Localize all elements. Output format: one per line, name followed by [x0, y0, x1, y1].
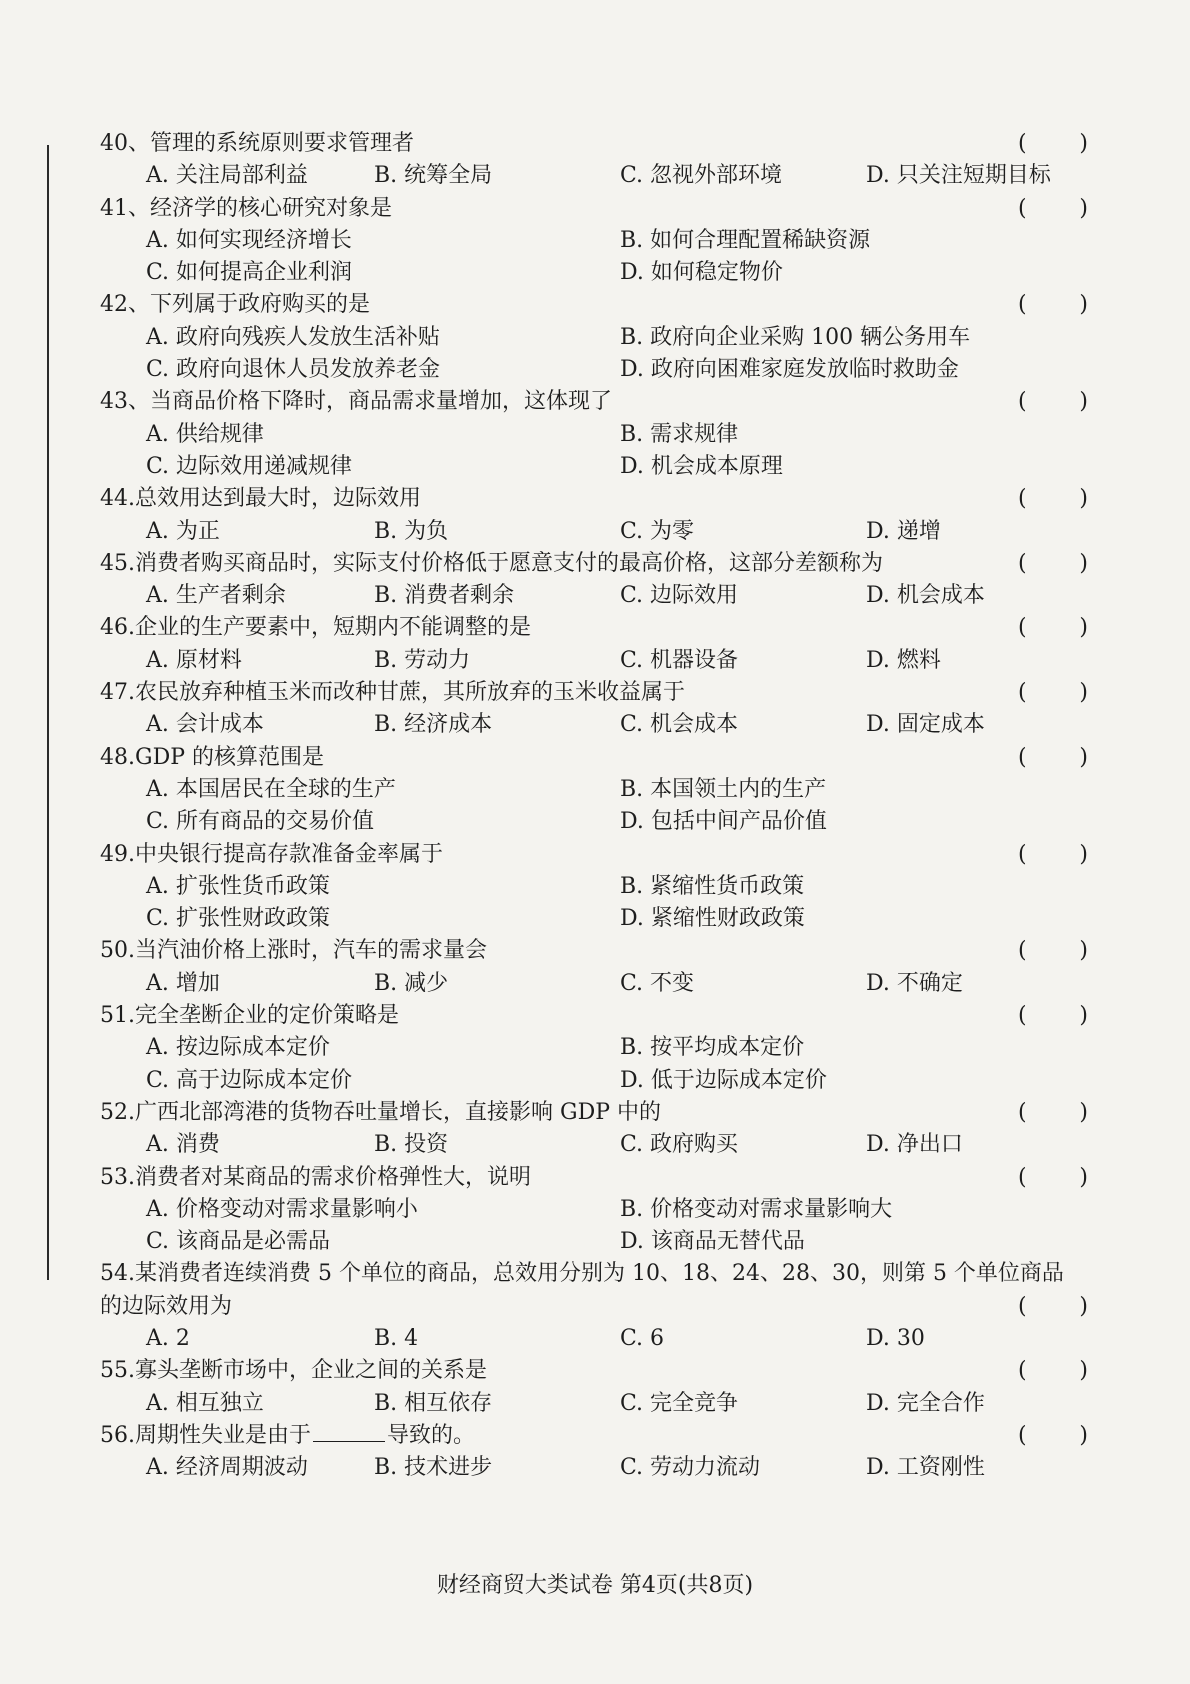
option-a[interactable]: A. 关注局部利益 — [146, 163, 308, 189]
question-body: 管理的系统原则要求管理者 — [150, 131, 415, 156]
option-a[interactable]: A. 相互独立 — [146, 1390, 264, 1416]
option-a[interactable]: A. 政府向残疾人发放生活补贴 — [146, 324, 440, 350]
bracket-close: ) — [1079, 680, 1088, 706]
question-text — [100, 548, 883, 580]
option-b[interactable]: B. 消费者剩余 — [374, 583, 515, 609]
options-row — [100, 580, 1100, 612]
bracket-close: ) — [1079, 195, 1088, 221]
option-d[interactable]: D. 该商品无替代品 — [620, 1229, 805, 1255]
option-d[interactable]: D. 完全合作 — [866, 1390, 985, 1416]
question-body: 完全垄断企业的定价策略是 — [135, 1003, 400, 1029]
bracket-close: ) — [1079, 389, 1088, 415]
question-stem — [100, 1000, 1100, 1032]
question-stem — [100, 742, 1100, 774]
answer-bracket[interactable] — [1018, 839, 1088, 871]
bracket-open: ( — [1018, 292, 1027, 318]
question-text — [100, 1097, 661, 1129]
bracket-close: ) — [1079, 292, 1088, 318]
option-c[interactable]: C. 高于边际成本定价 — [146, 1067, 353, 1093]
answer-bracket[interactable] — [1018, 935, 1088, 967]
option-d[interactable]: D. 政府向困难家庭发放临时救助金 — [620, 357, 959, 383]
option-b[interactable]: B. 政府向企业采购 100 辆公务用车 — [620, 324, 971, 350]
bracket-open: ( — [1018, 938, 1027, 964]
option-b[interactable]: B. 紧缩性货币政策 — [620, 873, 805, 899]
bracket-open: ( — [1018, 841, 1027, 867]
option-d[interactable]: D. 紧缩性财政政策 — [620, 906, 805, 932]
option-c[interactable]: C. 边际效用 — [620, 583, 739, 609]
question-stem — [100, 612, 1100, 644]
question-text — [100, 1162, 531, 1194]
options-row — [100, 1065, 1100, 1097]
option-b[interactable]: B. 相互依存 — [374, 1390, 493, 1416]
question-body: 当商品价格下降时，商品需求量增加，这体现了 — [150, 389, 613, 415]
answer-bracket[interactable] — [1018, 193, 1088, 225]
question-stem — [100, 193, 1100, 225]
option-b[interactable]: B. 价格变动对需求量影响大 — [620, 1196, 893, 1222]
question-stem — [100, 483, 1100, 515]
question-text — [100, 386, 612, 418]
question-stem — [100, 1420, 1100, 1452]
options-row — [100, 774, 1100, 806]
options-row — [100, 806, 1100, 838]
question-number: 53. — [100, 1164, 135, 1190]
question-text — [100, 1258, 1064, 1290]
option-a[interactable]: A. 生产者剩余 — [146, 583, 286, 609]
option-a[interactable]: A. 价格变动对需求量影响小 — [146, 1196, 418, 1222]
question-body: 寡头垄断市场中，企业之间的关系是 — [135, 1358, 488, 1384]
bracket-close: ) — [1079, 1293, 1088, 1319]
option-b[interactable]: B. 按平均成本定价 — [620, 1035, 805, 1061]
question-body: 消费者对某商品的需求价格弹性大，说明 — [135, 1164, 532, 1190]
option-c[interactable]: C. 如何提高企业利润 — [146, 260, 353, 286]
option-b[interactable]: B. 减少 — [374, 970, 449, 996]
question-text — [100, 483, 421, 515]
answer-bracket[interactable] — [1018, 1162, 1088, 1194]
question-stem — [100, 289, 1100, 321]
question-body: 总效用达到最大时，边际效用 — [135, 486, 422, 512]
question-text — [100, 612, 531, 644]
question-stem — [100, 1258, 1100, 1290]
bracket-open: ( — [1018, 195, 1027, 221]
option-b[interactable]: B. 统筹全局 — [374, 163, 493, 189]
bracket-close: ) — [1079, 938, 1088, 964]
question-text — [100, 1000, 399, 1032]
options-row — [100, 871, 1100, 903]
question-number: 42、 — [100, 292, 150, 318]
answer-bracket[interactable] — [1018, 677, 1088, 709]
options-row — [100, 709, 1100, 741]
bracket-close: ) — [1079, 1422, 1088, 1448]
question-stem — [100, 935, 1100, 967]
bracket-open: ( — [1018, 680, 1027, 706]
question-number: 50. — [100, 938, 135, 964]
options-row — [100, 516, 1100, 548]
answer-bracket[interactable] — [1018, 289, 1088, 321]
option-b[interactable]: B. 4 — [374, 1325, 419, 1351]
question-number: 52. — [100, 1099, 135, 1125]
answer-bracket[interactable] — [1018, 1000, 1088, 1032]
bracket-close: ) — [1079, 1358, 1088, 1384]
question-number: 48. — [100, 744, 135, 770]
question-number: 56. — [100, 1422, 135, 1448]
question-body: 周期性失业是由于 — [135, 1422, 312, 1448]
option-c[interactable]: C. 边际效用递减规律 — [146, 453, 353, 479]
option-d[interactable]: D. 机会成本 — [866, 583, 985, 609]
question-list — [100, 128, 1100, 1484]
question-body-continued: 的边际效用为 — [100, 1293, 233, 1319]
option-d[interactable]: D. 递增 — [866, 518, 941, 544]
option-a[interactable]: A. 会计成本 — [146, 712, 264, 738]
options-row — [100, 1129, 1100, 1161]
bracket-close: ) — [1079, 1003, 1088, 1029]
question-body: 消费者购买商品时，实际支付价格低于愿意支付的最高价格，这部分差额称为 — [135, 550, 884, 576]
option-b[interactable]: B. 经济成本 — [374, 712, 493, 738]
option-c[interactable]: C. 不变 — [620, 970, 695, 996]
question-text — [100, 935, 487, 967]
options-row — [100, 968, 1100, 1000]
question-stem — [100, 839, 1100, 871]
bracket-close: ) — [1079, 1099, 1088, 1125]
options-row — [100, 419, 1100, 451]
question-number: 49. — [100, 841, 135, 867]
option-c[interactable]: C. 扩张性财政政策 — [146, 906, 331, 932]
option-c[interactable]: C. 机器设备 — [620, 647, 739, 673]
answer-bracket[interactable] — [1018, 548, 1088, 580]
options-row — [100, 225, 1100, 257]
answer-bracket[interactable] — [1018, 128, 1088, 160]
question-text — [100, 128, 414, 160]
option-a[interactable]: A. 2 — [146, 1325, 190, 1351]
question-body: 某消费者连续消费 5 个单位的商品，总效用分别为 10、18、24、28、30，则第 5 个单位商品 — [135, 1261, 1064, 1287]
question-number: 55. — [100, 1358, 135, 1384]
option-d[interactable]: D. 30 — [866, 1325, 925, 1351]
options-row — [100, 1194, 1100, 1226]
option-b[interactable]: B. 为负 — [374, 518, 449, 544]
bracket-close: ) — [1079, 1164, 1088, 1190]
question-body: 当汽油价格上涨时，汽车的需求量会 — [135, 938, 488, 964]
options-row — [100, 1323, 1100, 1355]
bracket-open: ( — [1018, 615, 1027, 641]
options-row — [100, 354, 1100, 386]
option-b[interactable]: B. 技术进步 — [374, 1455, 493, 1481]
question-stem — [100, 1355, 1100, 1387]
option-d[interactable]: D. 低于边际成本定价 — [620, 1067, 827, 1093]
question-text — [100, 839, 443, 871]
fill-blank — [313, 1421, 385, 1442]
option-a[interactable]: A. 为正 — [146, 518, 220, 544]
option-c[interactable]: C. 政府向退休人员发放养老金 — [146, 357, 441, 383]
option-d[interactable]: D. 机会成本原理 — [620, 453, 783, 479]
option-b[interactable]: B. 劳动力 — [374, 647, 471, 673]
option-d[interactable]: D. 固定成本 — [866, 712, 985, 738]
option-a[interactable]: A. 扩张性货币政策 — [146, 873, 330, 899]
bracket-open: ( — [1018, 1164, 1027, 1190]
option-a[interactable]: A. 本国居民在全球的生产 — [146, 776, 396, 802]
question-stem-continued — [100, 1291, 1100, 1323]
option-b[interactable]: B. 需求规律 — [620, 421, 739, 447]
options-row — [100, 451, 1100, 483]
options-row — [100, 903, 1100, 935]
question-stem — [100, 1097, 1100, 1129]
bracket-open: ( — [1018, 1358, 1027, 1384]
bracket-open: ( — [1018, 744, 1027, 770]
question-number: 51. — [100, 1003, 135, 1029]
question-body: GDP 的核算范围是 — [135, 744, 325, 770]
left-margin-line — [47, 145, 49, 1280]
bracket-close: ) — [1079, 841, 1088, 867]
option-c[interactable]: C. 劳动力流动 — [620, 1455, 761, 1481]
question-text — [100, 677, 685, 709]
bracket-open: ( — [1018, 1293, 1027, 1319]
option-d[interactable]: D. 燃料 — [866, 647, 941, 673]
option-c[interactable]: C. 机会成本 — [620, 712, 739, 738]
answer-bracket[interactable] — [1018, 612, 1088, 644]
question-body: 中央银行提高存款准备金率属于 — [135, 841, 444, 867]
option-b[interactable]: B. 投资 — [374, 1132, 449, 1158]
option-c[interactable]: C. 政府购买 — [620, 1132, 739, 1158]
question-text — [100, 1355, 487, 1387]
option-d[interactable]: D. 净出口 — [866, 1132, 963, 1158]
question-body: 经济学的核心研究对象是 — [150, 195, 393, 221]
option-d[interactable]: D. 如何稳定物价 — [620, 260, 783, 286]
options-row — [100, 160, 1100, 192]
option-a[interactable]: A. 增加 — [146, 970, 220, 996]
question-stem — [100, 386, 1100, 418]
options-row — [100, 1032, 1100, 1064]
bracket-close: ) — [1079, 131, 1088, 156]
option-b[interactable]: B. 如何合理配置稀缺资源 — [620, 227, 871, 253]
option-c[interactable]: C. 所有商品的交易价值 — [146, 809, 375, 835]
option-a[interactable]: A. 供给规律 — [146, 421, 264, 447]
question-number: 47. — [100, 680, 135, 706]
bracket-open: ( — [1018, 1422, 1027, 1448]
question-body: 农民放弃种植玉米而改种甘蔗，其所放弃的玉米收益属于 — [135, 680, 686, 706]
option-c[interactable]: C. 忽视外部环境 — [620, 163, 783, 189]
option-d[interactable]: D. 包括中间产品价值 — [620, 809, 827, 835]
question-stem — [100, 1162, 1100, 1194]
question-number: 44. — [100, 486, 135, 512]
bracket-open: ( — [1018, 131, 1027, 156]
options-row — [100, 1388, 1100, 1420]
bracket-close: ) — [1079, 486, 1088, 512]
options-row — [100, 1452, 1100, 1484]
page-footer: 财经商贸大类试卷 第4页(共8页) — [436, 1573, 754, 1598]
options-row — [100, 645, 1100, 677]
bracket-close: ) — [1079, 550, 1088, 576]
answer-bracket[interactable] — [1018, 742, 1088, 774]
question-number: 46. — [100, 615, 135, 641]
question-text — [100, 1420, 475, 1452]
answer-bracket[interactable] — [1018, 1355, 1088, 1387]
answer-bracket[interactable] — [1018, 1097, 1088, 1129]
options-row — [100, 322, 1100, 354]
question-number: 54. — [100, 1261, 135, 1287]
option-a[interactable]: A. 按边际成本定价 — [146, 1035, 330, 1061]
question-number: 45. — [100, 550, 135, 576]
bracket-open: ( — [1018, 486, 1027, 512]
question-stem — [100, 677, 1100, 709]
question-body: 企业的生产要素中，短期内不能调整的是 — [135, 615, 532, 641]
question-number: 41、 — [100, 195, 150, 221]
option-a[interactable]: A. 消费 — [146, 1132, 220, 1158]
option-a[interactable]: A. 原材料 — [146, 647, 242, 673]
question-number: 40、 — [100, 131, 150, 156]
option-c[interactable]: C. 完全竞争 — [620, 1390, 739, 1416]
options-row — [100, 1226, 1100, 1258]
bracket-open: ( — [1018, 389, 1027, 415]
option-d[interactable]: D. 工资刚性 — [866, 1455, 985, 1481]
bracket-open: ( — [1018, 1003, 1027, 1029]
bracket-close: ) — [1079, 744, 1088, 770]
option-c[interactable]: C. 6 — [620, 1325, 665, 1351]
options-row — [100, 257, 1100, 289]
option-c[interactable]: C. 为零 — [620, 518, 695, 544]
option-b[interactable]: B. 本国领土内的生产 — [620, 776, 827, 802]
bracket-open: ( — [1018, 550, 1027, 576]
option-d[interactable]: D. 不确定 — [866, 970, 963, 996]
question-body-after: 导致的。 — [387, 1422, 476, 1448]
answer-bracket[interactable] — [1018, 386, 1088, 418]
option-a[interactable]: A. 如何实现经济增长 — [146, 227, 352, 253]
question-body: 下列属于政府购买的是 — [150, 292, 371, 318]
option-a[interactable]: A. 经济周期波动 — [146, 1455, 308, 1481]
question-number: 43、 — [100, 389, 150, 415]
answer-bracket[interactable] — [1018, 1420, 1088, 1452]
option-d[interactable]: D. 只关注短期目标 — [866, 163, 1051, 189]
option-c[interactable]: C. 该商品是必需品 — [146, 1229, 331, 1255]
question-text — [100, 193, 392, 225]
bracket-close: ) — [1079, 615, 1088, 641]
question-text — [100, 742, 324, 774]
question-stem — [100, 128, 1100, 160]
answer-bracket[interactable] — [1018, 483, 1088, 515]
question-text — [100, 289, 370, 321]
bracket-open: ( — [1018, 1099, 1027, 1125]
answer-bracket[interactable] — [1018, 1291, 1088, 1323]
question-body: 广西北部湾港的货物吞吐量增长，直接影响 GDP 中的 — [135, 1099, 662, 1125]
question-stem — [100, 548, 1100, 580]
